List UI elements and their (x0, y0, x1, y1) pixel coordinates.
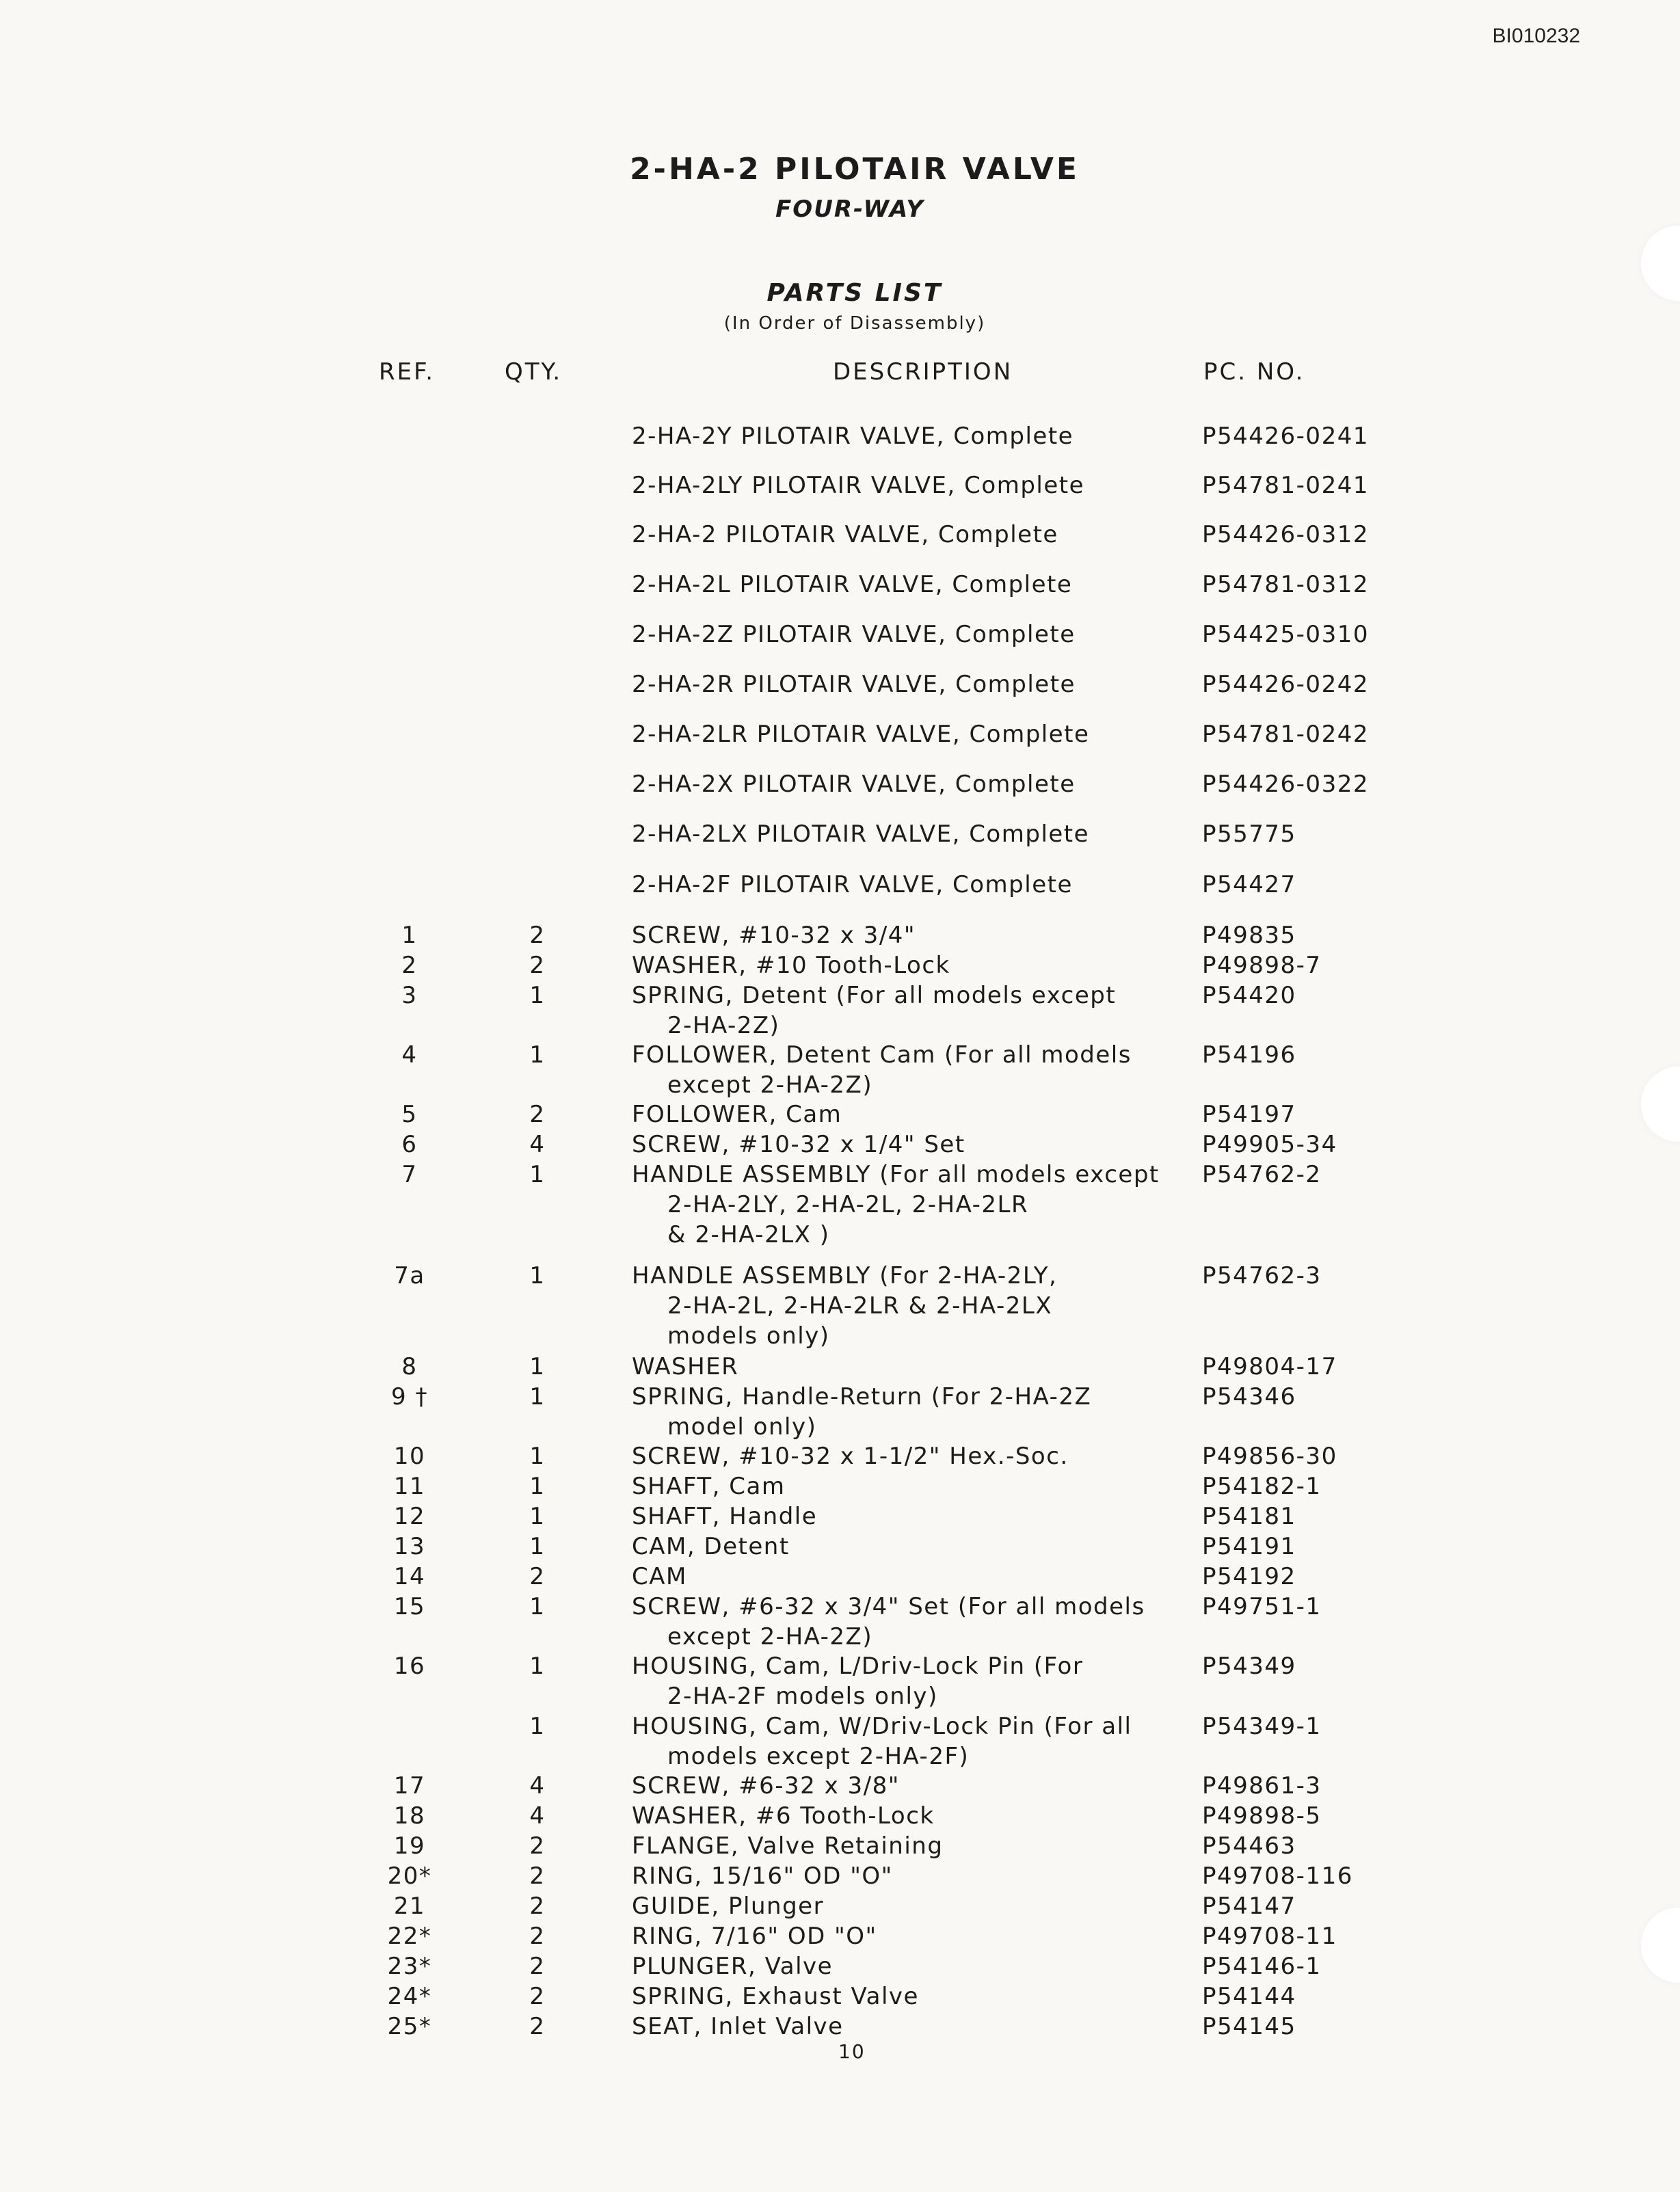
row-description-continuation: except 2-HA-2Z) (667, 1623, 873, 1650)
row-part-number: P54192 (1202, 1563, 1296, 1590)
row-description-text: WASHER, #6 Tooth-Lock (632, 1802, 935, 1830)
row-description (632, 1130, 1179, 1160)
row-part-number: P54427 (1202, 871, 1296, 898)
row-description (632, 1711, 1179, 1772)
row-description (632, 1891, 1179, 1921)
row-qty: 2 (529, 1862, 546, 1890)
row-description (632, 1651, 1179, 1711)
row-description (632, 1921, 1179, 1951)
row-description: 2-HA-2LY PILOTAIR VALVE, Complete (632, 472, 1085, 499)
row-qty: 1 (529, 1653, 546, 1680)
row-ref: 8 (401, 1353, 418, 1380)
row-description (632, 950, 1179, 980)
row-description-text: SCREW, #10-32 x 1/4" Set (632, 1131, 965, 1158)
row-qty: 1 (529, 1473, 546, 1500)
row-part-number: P54346 (1202, 1383, 1296, 1411)
row-description-text: SCREW, #6-32 x 3/4" Set (For all models (632, 1593, 1145, 1620)
row-ref: 24* (387, 1983, 432, 2010)
row-ref: 14 (393, 1563, 426, 1590)
row-description: 2-HA-2F PILOTAIR VALVE, Complete (632, 871, 1073, 898)
row-qty: 2 (529, 952, 546, 979)
row-part-number: P54147 (1202, 1893, 1296, 1920)
row-description (632, 1831, 1179, 1861)
row-part-number: P54781-0242 (1202, 721, 1369, 748)
row-qty: 2 (529, 1923, 546, 1950)
row-description-continuation: models only) (667, 1322, 830, 1350)
row-ref: 7 (401, 1161, 418, 1188)
row-ref: 7a (394, 1262, 425, 1289)
row-description (632, 980, 1179, 1041)
row-part-number: P49708-11 (1202, 1923, 1337, 1950)
row-description-continuation: 2-HA-2Z) (667, 1012, 780, 1039)
row-description-text: SHAFT, Handle (632, 1503, 818, 1530)
row-description-text: CAM, Detent (632, 1533, 790, 1560)
row-description-text: RING, 15/16" OD "O" (632, 1862, 893, 1890)
punch-hole (1641, 1067, 1680, 1142)
column-header-pc-no: PC. NO. (1203, 358, 1305, 386)
row-description-text: SCREW, #10-32 x 1-1/2" Hex.-Soc. (632, 1443, 1069, 1470)
column-header-ref: REF. (379, 358, 436, 386)
parts-list-note: (In Order of Disassembly) (723, 313, 986, 334)
row-description: 2-HA-2 PILOTAIR VALVE, Complete (632, 521, 1058, 548)
row-description-text: SCREW, #10-32 x 3/4" (632, 922, 916, 949)
row-qty: 2 (529, 1953, 546, 1980)
row-description: 2-HA-2LR PILOTAIR VALVE, Complete (632, 721, 1090, 748)
row-description-text: FOLLOWER, Cam (632, 1101, 842, 1128)
row-description-text: HOUSING, Cam, L/Driv-Lock Pin (For (632, 1653, 1084, 1680)
row-part-number: P49861-3 (1202, 1772, 1322, 1800)
row-description-text: FOLLOWER, Detent Cam (For all models (632, 1041, 1132, 1069)
row-description (632, 1501, 1179, 1532)
row-qty: 2 (529, 1983, 546, 2010)
row-part-number: P49856-30 (1202, 1443, 1337, 1470)
row-qty: 2 (529, 922, 546, 949)
row-qty: 4 (529, 1802, 546, 1830)
row-qty: 1 (529, 1383, 546, 1411)
row-description-text: HOUSING, Cam, W/Driv-Lock Pin (For all (632, 1713, 1132, 1740)
row-ref: 22* (387, 1923, 432, 1950)
row-description (632, 1951, 1179, 1981)
row-description-continuation: 2-HA-2LY, 2-HA-2L, 2-HA-2LR (667, 1191, 1029, 1218)
row-description (632, 2011, 1179, 2042)
row-description (632, 1562, 1179, 1592)
row-part-number: P54349-1 (1202, 1713, 1322, 1740)
row-qty: 2 (529, 1101, 546, 1128)
row-qty: 1 (529, 1262, 546, 1289)
row-description-text: PLUNGER, Valve (632, 1953, 834, 1980)
row-qty: 2 (529, 1893, 546, 1920)
row-qty: 2 (529, 2013, 546, 2040)
row-description-text: SPRING, Handle-Return (For 2-HA-2Z (632, 1383, 1092, 1411)
row-qty: 4 (529, 1131, 546, 1158)
row-description-text: GUIDE, Plunger (632, 1893, 825, 1920)
row-part-number: P54182-1 (1202, 1473, 1322, 1500)
row-part-number: P54781-0241 (1202, 472, 1369, 499)
row-ref: 2 (401, 952, 418, 979)
row-part-number: P55775 (1202, 820, 1296, 848)
page-subtitle: FOUR-WAY (775, 196, 924, 223)
row-description (632, 1471, 1179, 1501)
page-title: 2-HA-2 PILOTAIR VALVE (630, 152, 1080, 187)
row-ref: 13 (393, 1533, 426, 1560)
page-number: 10 (838, 2040, 866, 2063)
row-description: 2-HA-2Z PILOTAIR VALVE, Complete (632, 621, 1076, 648)
row-description (632, 1099, 1179, 1130)
row-qty: 1 (529, 982, 546, 1009)
row-description-continuation: 2-HA-2L, 2-HA-2LR & 2-HA-2LX (667, 1292, 1053, 1320)
row-part-number: P49898-7 (1202, 952, 1322, 979)
row-part-number: P54463 (1202, 1832, 1296, 1860)
punch-hole (1641, 1908, 1680, 1983)
row-part-number: P54197 (1202, 1101, 1296, 1128)
row-ref: 6 (401, 1131, 418, 1158)
row-qty: 1 (529, 1443, 546, 1470)
row-description-continuation: except 2-HA-2Z) (667, 1071, 873, 1099)
row-description (632, 1261, 1179, 1351)
row-description (632, 1040, 1179, 1100)
row-description (632, 1532, 1179, 1562)
row-part-number: P54762-3 (1202, 1262, 1322, 1289)
row-ref: 4 (401, 1041, 418, 1069)
row-description-text: WASHER, #10 Tooth-Lock (632, 952, 950, 979)
row-ref: 17 (393, 1772, 426, 1800)
row-part-number: P49905-34 (1202, 1131, 1337, 1158)
row-description-continuation: & 2-HA-2LX ) (667, 1221, 830, 1248)
row-description-text: FLANGE, Valve Retaining (632, 1832, 944, 1860)
row-part-number: P49898-5 (1202, 1802, 1322, 1830)
row-part-number: P54425-0310 (1202, 621, 1369, 648)
row-qty: 1 (529, 1353, 546, 1380)
row-part-number: P54181 (1202, 1503, 1296, 1530)
row-ref: 23* (387, 1953, 432, 1980)
row-description-text: SPRING, Exhaust Valve (632, 1983, 919, 2010)
row-qty: 1 (529, 1533, 546, 1560)
row-qty: 1 (529, 1503, 546, 1530)
row-description: 2-HA-2L PILOTAIR VALVE, Complete (632, 571, 1073, 598)
row-ref: 10 (393, 1443, 426, 1470)
row-ref: 21 (393, 1893, 426, 1920)
row-description-continuation: 2-HA-2F models only) (667, 1683, 938, 1710)
row-description: 2-HA-2R PILOTAIR VALVE, Complete (632, 671, 1076, 698)
row-description: 2-HA-2X PILOTAIR VALVE, Complete (632, 771, 1076, 798)
row-part-number: P54420 (1202, 982, 1296, 1009)
row-description (632, 1352, 1179, 1382)
row-description-text: HANDLE ASSEMBLY (For 2-HA-2LY, (632, 1262, 1058, 1289)
row-part-number: P54349 (1202, 1653, 1296, 1680)
row-description (632, 1382, 1179, 1442)
row-description-continuation: model only) (667, 1413, 817, 1441)
row-part-number: P54426-0322 (1202, 771, 1369, 798)
row-ref: 20* (387, 1862, 432, 1890)
row-description: 2-HA-2LX PILOTAIR VALVE, Complete (632, 820, 1090, 848)
row-qty: 2 (529, 1563, 546, 1590)
row-ref: 18 (393, 1802, 426, 1830)
row-qty: 1 (529, 1593, 546, 1620)
row-description-text: SCREW, #6-32 x 3/8" (632, 1772, 900, 1800)
row-part-number: P54196 (1202, 1041, 1296, 1069)
row-description-text: HANDLE ASSEMBLY (For all models except (632, 1161, 1160, 1188)
row-part-number: P49804-17 (1202, 1353, 1337, 1380)
row-description (632, 1771, 1179, 1801)
row-description: 2-HA-2Y PILOTAIR VALVE, Complete (632, 423, 1074, 450)
row-qty: 4 (529, 1772, 546, 1800)
row-qty: 2 (529, 1832, 546, 1860)
row-description (632, 920, 1179, 950)
row-part-number: P54426-0312 (1202, 521, 1369, 548)
row-description (632, 1592, 1179, 1652)
row-ref: 9 † (391, 1383, 428, 1411)
parts-list-heading: PARTS LIST (766, 279, 943, 307)
row-description-text: RING, 7/16" OD "O" (632, 1923, 877, 1950)
row-description-text: SHAFT, Cam (632, 1473, 786, 1500)
row-part-number: P54145 (1202, 2013, 1296, 2040)
row-description (632, 1441, 1179, 1471)
row-part-number: P54191 (1202, 1533, 1296, 1560)
row-part-number: P49708-116 (1202, 1862, 1353, 1890)
row-description-text: SEAT, Inlet Valve (632, 2013, 844, 2040)
row-ref: 19 (393, 1832, 426, 1860)
row-description (632, 1160, 1179, 1250)
row-ref: 15 (393, 1593, 426, 1620)
row-ref: 12 (393, 1503, 426, 1530)
row-part-number: P54781-0312 (1202, 571, 1369, 598)
row-ref: 5 (401, 1101, 418, 1128)
row-description-text: CAM (632, 1563, 687, 1590)
row-description-text: WASHER (632, 1353, 739, 1380)
row-description (632, 1981, 1179, 2011)
row-ref: 11 (393, 1473, 426, 1500)
row-part-number: P54762-2 (1202, 1161, 1322, 1188)
row-ref: 3 (401, 982, 418, 1009)
document-id: BI010232 (1492, 25, 1580, 47)
row-part-number: P54146-1 (1202, 1953, 1322, 1980)
row-description (632, 1801, 1179, 1831)
row-description-text: SPRING, Detent (For all models except (632, 982, 1117, 1009)
row-qty: 1 (529, 1041, 546, 1069)
row-ref: 1 (401, 922, 418, 949)
row-description (632, 1861, 1179, 1891)
row-ref: 16 (393, 1653, 426, 1680)
row-part-number: P49835 (1202, 922, 1296, 949)
row-part-number: P54426-0241 (1202, 423, 1369, 450)
row-description-continuation: models except 2-HA-2F) (667, 1743, 970, 1770)
row-qty: 1 (529, 1161, 546, 1188)
row-part-number: P54426-0242 (1202, 671, 1369, 698)
row-ref: 25* (387, 2013, 432, 2040)
row-qty: 1 (529, 1713, 546, 1740)
column-header-qty: QTY. (505, 358, 563, 386)
row-part-number: P54144 (1202, 1983, 1296, 2010)
column-header-description: DESCRIPTION (833, 358, 1013, 386)
row-part-number: P49751-1 (1202, 1593, 1322, 1620)
